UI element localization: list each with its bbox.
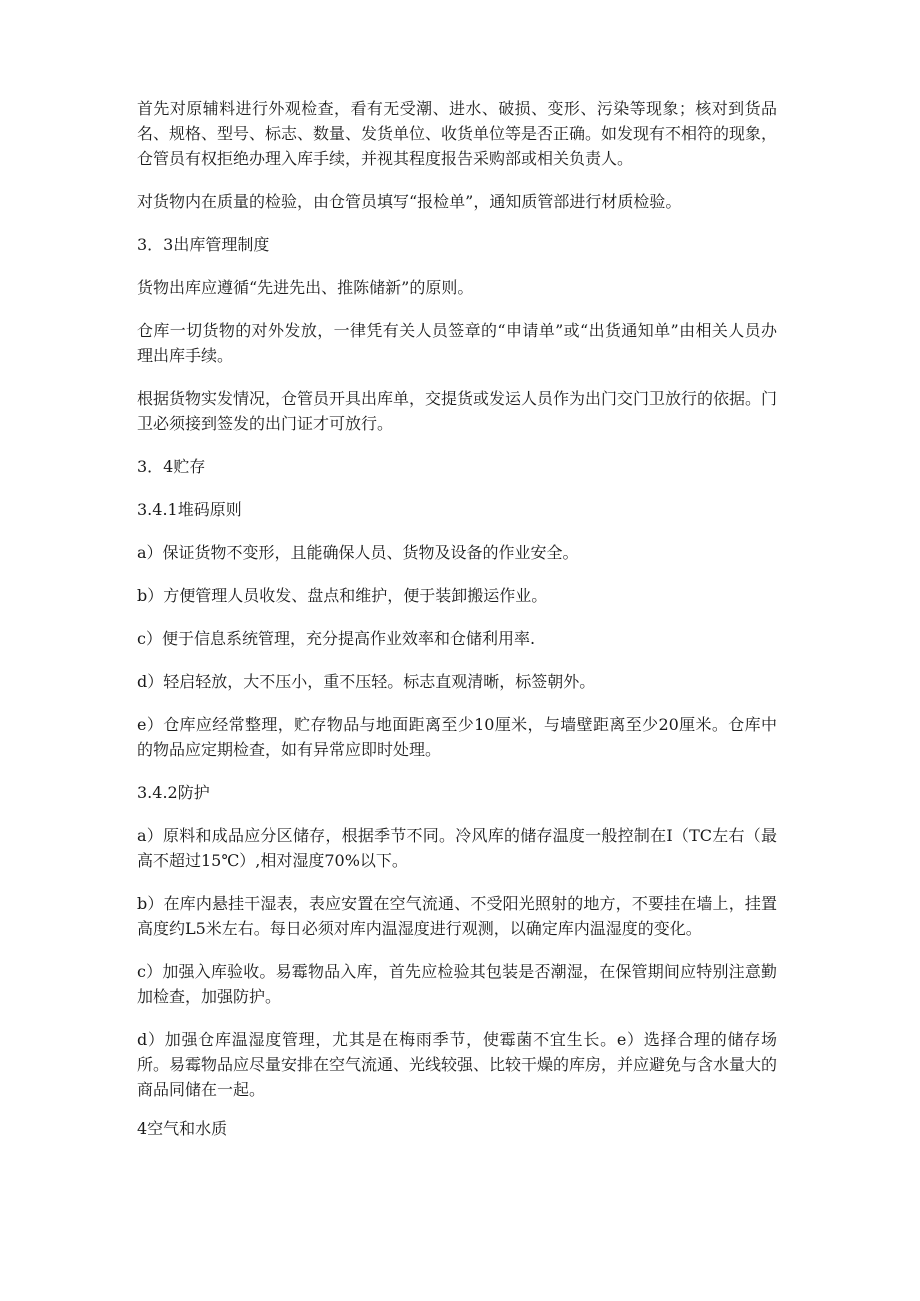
paragraph-outbound-release: 仓库一切货物的对外发放，一律凭有关人员签章的“申请单”或“出货通知单”由相关人员办理出库手续。 (137, 321, 777, 365)
paragraph-fifo: 货物出库应遵循“先进先出、推陈储新”的原则。 (137, 278, 474, 297)
list-item-stacking-c: c）便于信息系统管理，充分提高作业效率和仓储利用率. (137, 629, 536, 648)
list-item-protection-c: c）加强入库验收。易霉物品入库，首先应检验其包装是否潮湿，在保管期间应特别注意勤加检查，加强防护。 (137, 962, 777, 1006)
paragraph-inspection-appearance: 首先对原辅料进行外观检查，看有无受潮、进水、破损、变形、污染等现象；核对到货品名、规格、型号、标志、数量、发货单位、收货单位等是否正确。如发现有不相符的现象，仓管员有权拒绝办理入库手续，并视其程度报告采购部或相关负责人。 (137, 99, 778, 168)
list-item-protection-b: b）在库内悬挂干湿表，表应安置在空气流通、不受阳光照射的地方，不要挂在墙上，挂置高度约L5米左右。每日必须对库内温湿度进行观测，以确定库内温湿度的变化。 (137, 894, 777, 938)
heading-stacking-principles: 3.4.1堆码原则 (137, 500, 242, 519)
heading-protection: 3.4.2防护 (137, 783, 210, 802)
paragraph-inspection-quality: 对货物内在质量的检验，由仓管员填写“报检单”，通知质管部进行材质检验。 (137, 192, 682, 211)
list-item-stacking-d: d）轻启轻放，大不压小，重不压轻。标志直观清晰，标签朝外。 (137, 672, 596, 691)
list-item-protection-a: a）原料和成品应分区储存，根据季节不同。冷风库的储存温度一般控制在I（TC左右（最高不超过15℃）,相对湿度70%以下。 (137, 826, 777, 870)
list-item-stacking-a: a）保证货物不变形，且能确保人员、货物及设备的作业安全。 (137, 543, 579, 562)
list-item-stacking-b: b）方便管理人员收发、盘点和维护，便于装卸搬运作业。 (137, 586, 548, 605)
list-item-protection-d: d）加强仓库温湿度管理，尤其是在梅雨季节，使霉菌不宜生长。e）选择合理的储存场所。易霉物品应尽量安排在空气流通、光线较强、比较干燥的库房，并应避免与含水量大的商品同储在一起。 (137, 1030, 778, 1099)
heading-air-and-water: 4空气和水质 (137, 1119, 228, 1138)
paragraph-outbound-slip: 根据货物实发情况，仓管员开具出库单，交提货或发运人员作为出门交门卫放行的依据。门卫必须接到签发的出门证才可放行。 (137, 389, 778, 433)
list-item-stacking-e: e）仓库应经常整理，贮存物品与地面距离至少10厘米，与墙壁距离至少20厘米。仓库中的物品应定期检查，如有异常应即时处理。 (137, 715, 777, 759)
document-page (137, 96, 777, 1159)
heading-storage: 3．4贮存 (137, 457, 206, 476)
heading-outbound-rules: 3．3出库管理制度 (137, 235, 270, 254)
